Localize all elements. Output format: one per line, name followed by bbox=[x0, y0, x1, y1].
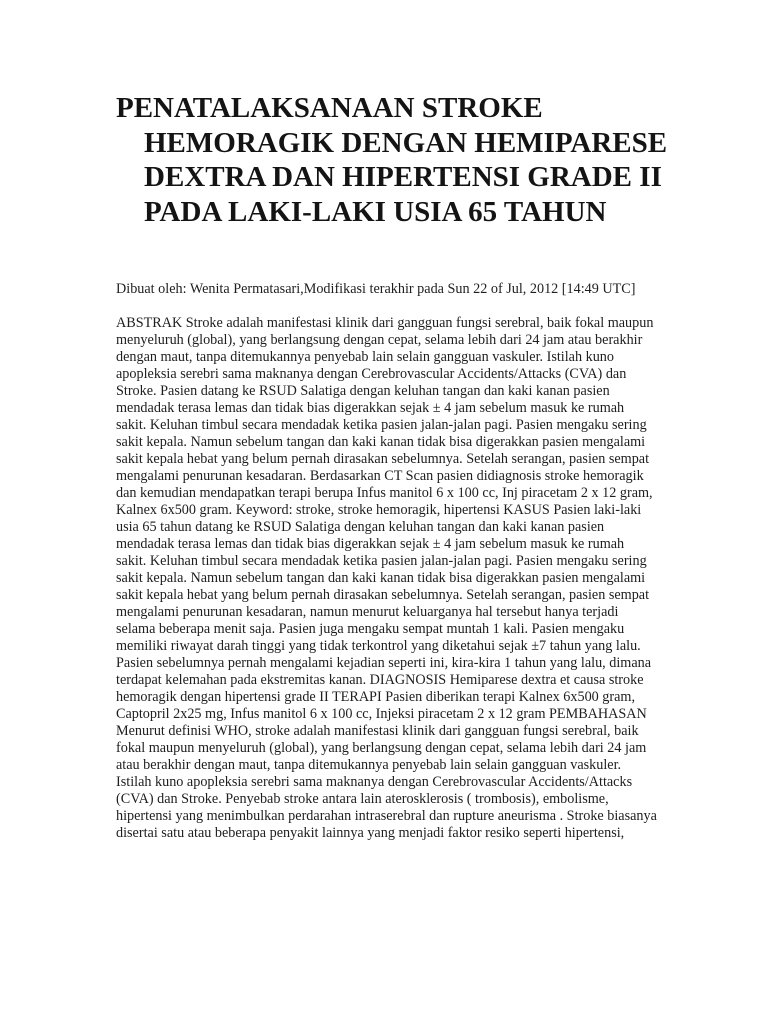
body-text: ABSTRAK Stroke adalah manifestasi klinik dari gangguan fungsi serebral, baik fokal maupun menyeluruh (global), yang berlangsung dengan cepat, selama lebih dari 24 jam atau berakhir dengan maut, tanpa ditemukannya penyebab lain selain gangguan vaskuler. Istilah kuno apopleksia serebri sama maknanya dengan Cerebrovascular Accidents/Attacks (CVA) dan Stroke. Pasien datang ke RSUD Salatiga dengan keluhan tangan dan kaki kanan pasien mendadak terasa lemas dan tidak bias digerakkan sejak ± 4 jam sebelum masuk ke rumah sakit. Keluhan timbul secara mendadak ketika pasien jalan-jalan pagi. Pasien mengaku sering sakit kepala. Namun sebelum tangan dan kaki kanan tidak bisa digerakkan pasien mengalami sakit kepala hebat yang belum pernah dirasakan sebelumnya. Setelah serangan, pasien sempat mengalami penurunan kesadaran. Berdasarkan CT Scan pasien didiagnosis stroke hemoragik dan kemudian mendapatkan terapi berupa Infus manitol 6 x 100 cc, Inj piracetam 2 x 12 gram, Kalnex 6x500 gram. Keyword: stroke, stroke hemoragik, hipertensi KASUS Pasien laki-laki usia 65 tahun datang ke RSUD Salatiga dengan keluhan tangan dan kaki kanan pasien mendadak terasa lemas dan tidak bias digerakkan sejak ± 4 jam sebelum masuk ke rumah sakit. Keluhan timbul secara mendadak ketika pasien jalan-jalan pagi. Pasien mengaku sering sakit kepala. Namun sebelum tangan dan kaki kanan tidak bisa digerakkan pasien mengalami sakit kepala hebat yang belum pernah dirasakan sebelumnya. Setelah serangan, pasien sempat mengalami penurunan kesadaran, namun menurut keluarganya hal tersebut hanya terjadi selama beberapa menit saja. Pasien juga mengaku sempat muntah 1 kali. Pasien mengaku memiliki riwayat darah tinggi yang tidak terkontrol yang diketahui sejak ±7 tahun yang lalu. Pasien sebelumnya pernah mengalami kejadian seperti ini, kira-kira 1 tahun yang lalu, dimana terdapat kelemahan pada ekstremitas kanan. DIAGNOSIS Hemiparese dextra et causa stroke hemoragik dengan hipertensi grade II TERAPI Pasien diberikan terapi Kalnex 6x500 gram, Captopril 2x25 mg, Infus manitol 6 x 100 cc, Injeksi piracetam 2 x 12 gram PEMBAHASAN Menurut definisi WHO, stroke adalah manifestasi klinik dari gangguan fungsi serebral, baik fokal maupun menyeluruh (global), yang berlangsung dengan cepat, selama lebih dari 24 jam atau berakhir dengan maut, tanpa ditemukannya penyebab lain selain gangguan vaskuler. Istilah kuno apopleksia serebri sama maknanya dengan Cerebrovascular Accidents/Attacks (CVA) dan Stroke. Penyebab stroke antara lain aterosklerosis ( trombosis), embolisme, hipertensi yang menimbulkan perdarahan intraserebral dan rupture aneurisma . Stroke biasanya disertai satu atau beberapa penyakit lainnya yang menjadi faktor resiko seperti hipertensi, bbox=[116, 315, 657, 841]
author-byline: Dibuat oleh: Wenita Permatasari,Modifikasi terakhir pada Sun 22 of Jul, 2012 [14:49 UTC] bbox=[116, 281, 636, 297]
document-title: PENATALAKSANAAN STROKE HEMORAGIK DENGAN HEMIPARESE DEXTRA DAN HIPERTENSI GRADE II PADA LAKI-LAKI USIA 65 TAHUN bbox=[116, 92, 668, 228]
